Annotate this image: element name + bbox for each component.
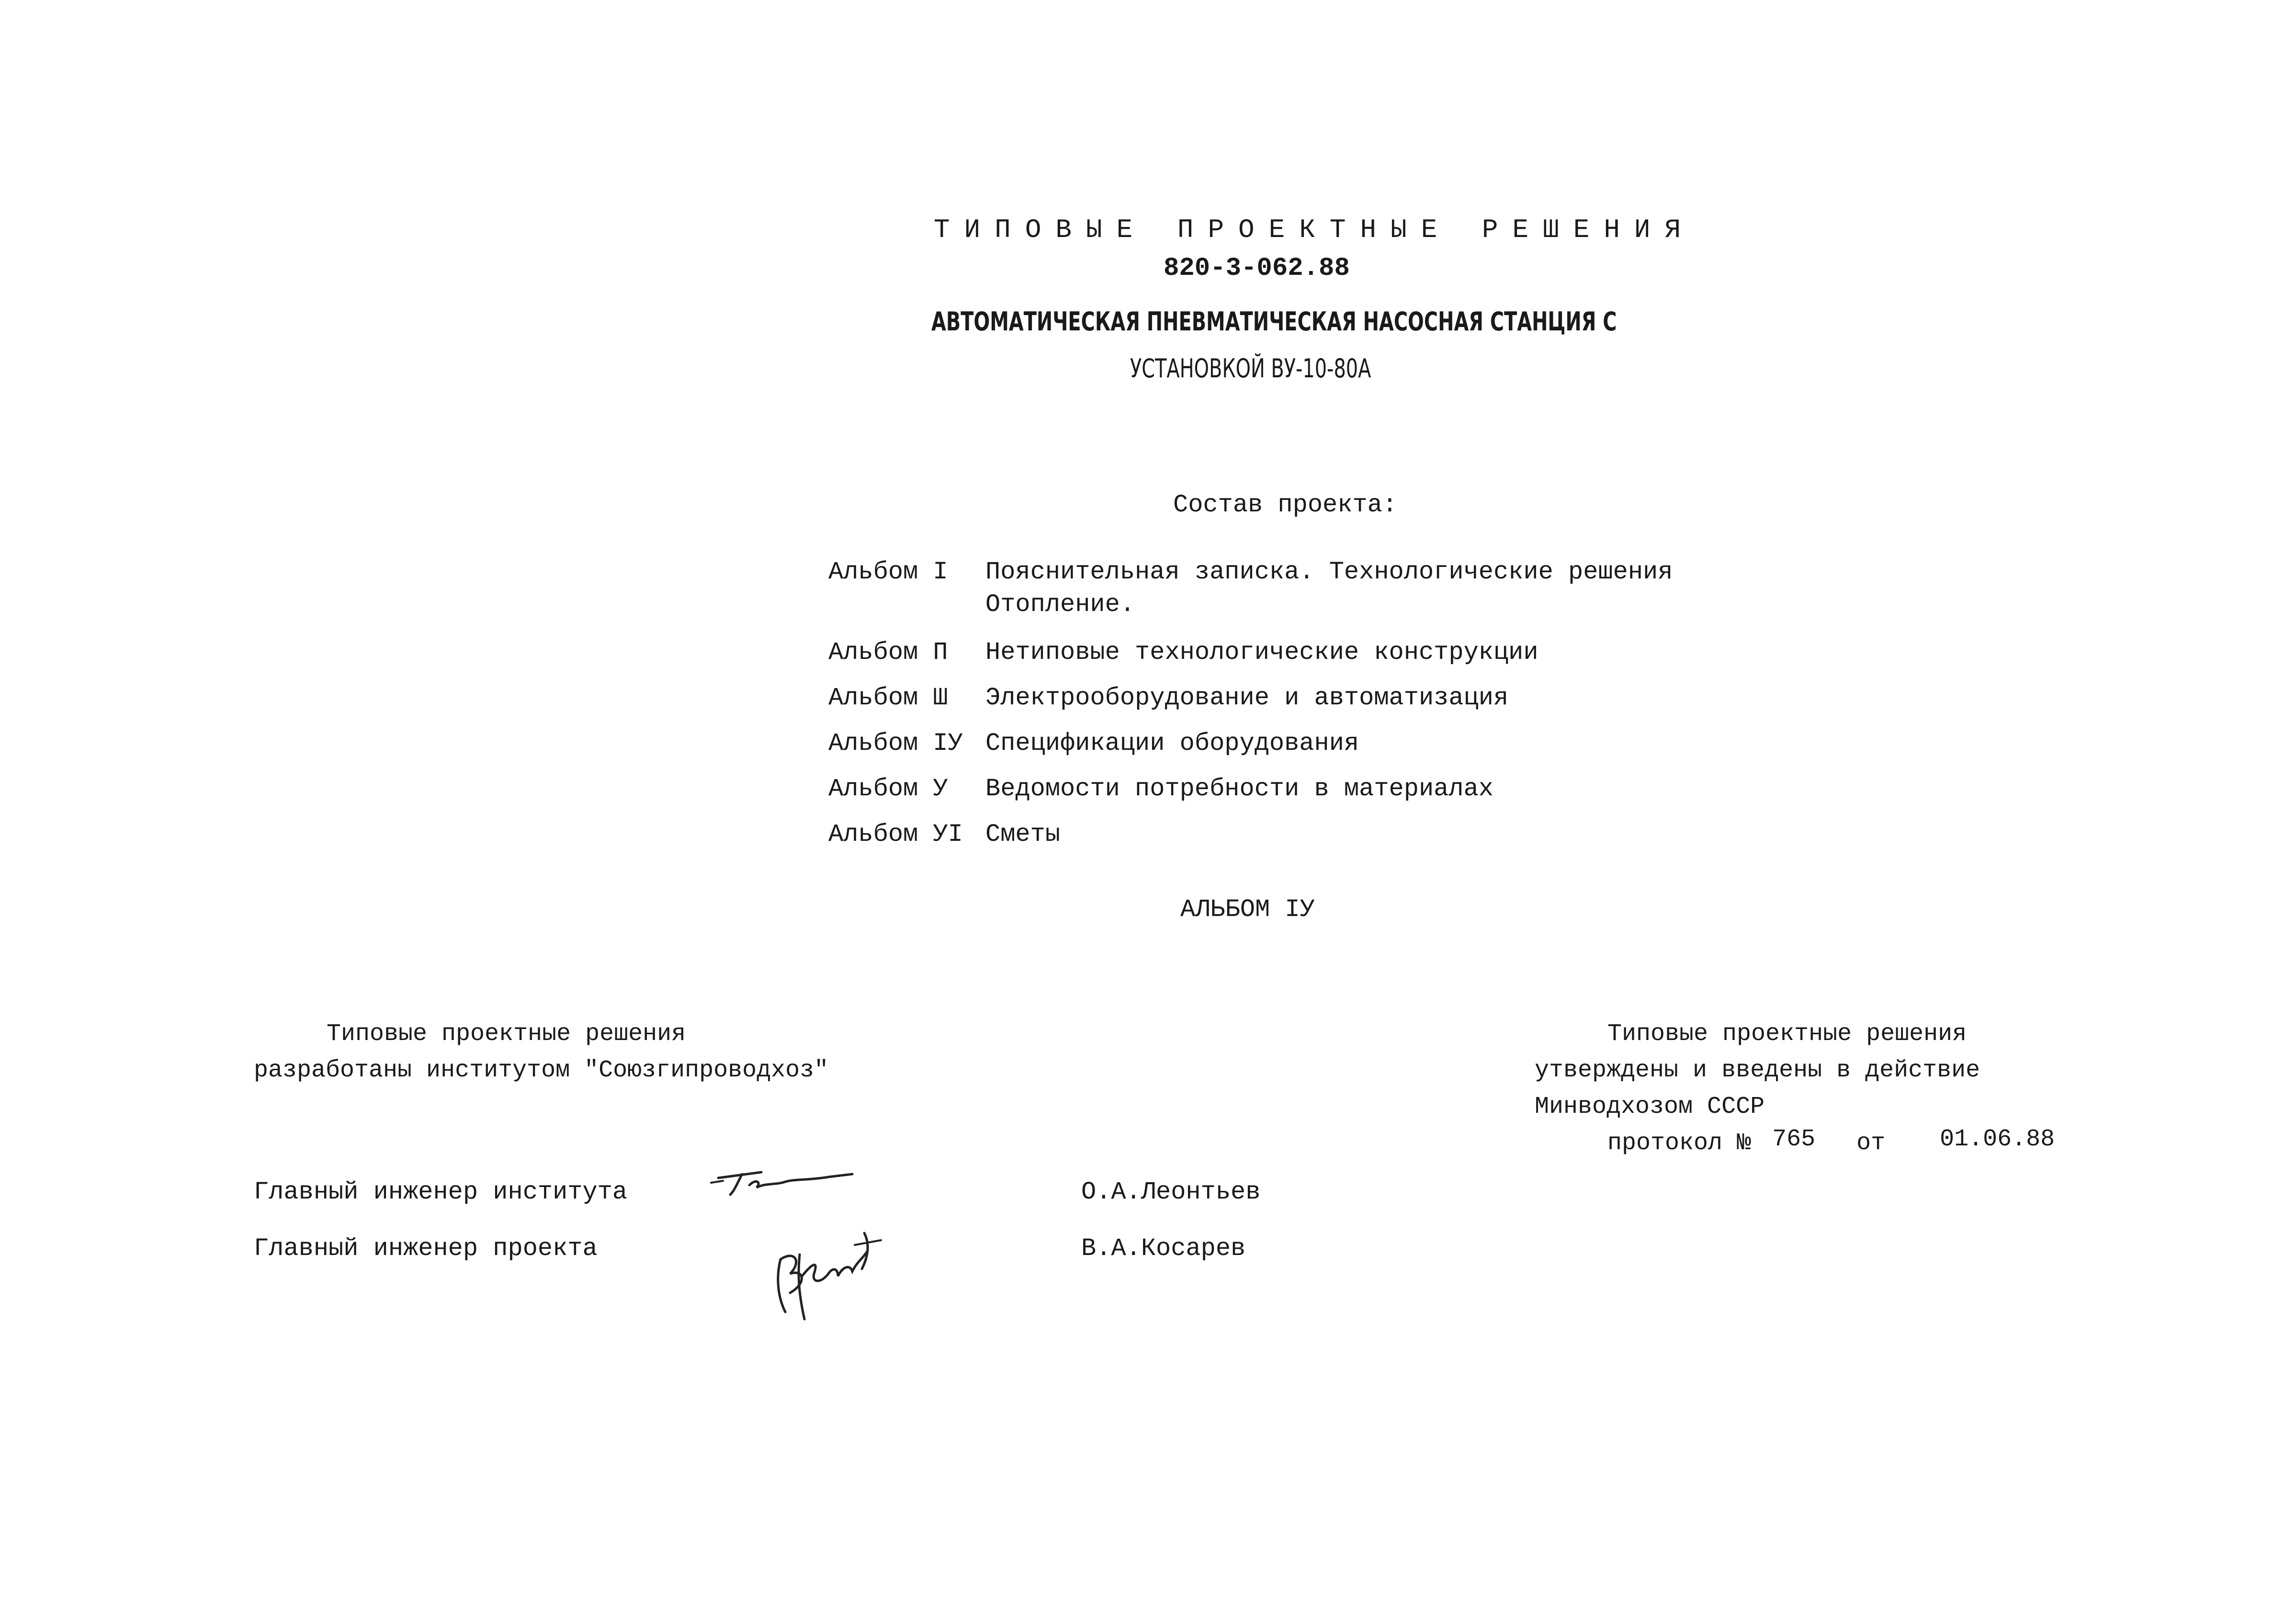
album-number: Альбом IУ — [828, 729, 963, 758]
album-description: Нетиповые технологические конструкции — [985, 638, 1538, 667]
series-title: ТИПОВЫЕ ПРОЕКТНЫЕ РЕШЕНИЯ — [934, 215, 1696, 245]
approval-line3: Минводхозом СССР — [1535, 1093, 1765, 1120]
album-description: Спецификации оборудования — [985, 729, 1359, 758]
album-description: Ведомости потребности в материалах — [985, 775, 1493, 803]
album-number: Альбом УI — [828, 820, 963, 848]
album-description: Сметы — [985, 820, 1061, 848]
signature-role-2: Главный инженер проекта — [254, 1234, 598, 1263]
album-number: Альбом П — [828, 638, 948, 667]
approval-line1: Типовые проектные решения — [1607, 1020, 1967, 1048]
signature-name-1: О.А.Леонтьев — [1081, 1178, 1261, 1206]
signature-name-2: В.А.Косарев — [1081, 1234, 1246, 1263]
handwritten-signature-1 — [709, 1164, 862, 1207]
current-album: АЛЬБОМ IУ — [1180, 895, 1315, 924]
approval-block — [1535, 1016, 2055, 1162]
album-description: Пояснительная записка. Технологические решения — [985, 558, 1673, 586]
project-title-line2: УСТАНОВКОЙ ВУ-10-80А — [1130, 353, 1371, 384]
album-number: Альбом I — [828, 558, 948, 586]
protocol-date: 01.06.88 — [1940, 1126, 2055, 1153]
protocol-number: 765 — [1772, 1126, 1816, 1153]
developer-line2: разработаны институтом "Союзгипроводхоз" — [254, 1057, 829, 1084]
album-description: Электрооборудование и автоматизация — [985, 684, 1509, 712]
approval-line2: утверждены и введены в действие — [1535, 1057, 1980, 1084]
handwritten-signature-2 — [766, 1216, 891, 1326]
signature-role-1: Главный инженер института — [254, 1178, 628, 1206]
developer-line1: Типовые проектные решения — [327, 1020, 686, 1048]
developer-block — [254, 1016, 828, 1089]
project-title-line1: АВТОМАТИЧЕСКАЯ ПНЕВМАТИЧЕСКАЯ НАСОСНАЯ СТАНЦИЯ С — [931, 306, 1617, 337]
protocol-line — [1535, 1125, 2055, 1162]
date-label: от — [1856, 1130, 1886, 1157]
document-code: 820-3-062.88 — [1164, 254, 1350, 283]
album-number: Альбом У — [828, 775, 948, 803]
composition-label: Состав проекта: — [1173, 491, 1398, 519]
album-list — [828, 558, 1690, 855]
album-description-cont: Отопление. — [985, 590, 1135, 619]
protocol-label: протокол № — [1607, 1130, 1752, 1157]
album-number: Альбом Ш — [828, 684, 948, 712]
